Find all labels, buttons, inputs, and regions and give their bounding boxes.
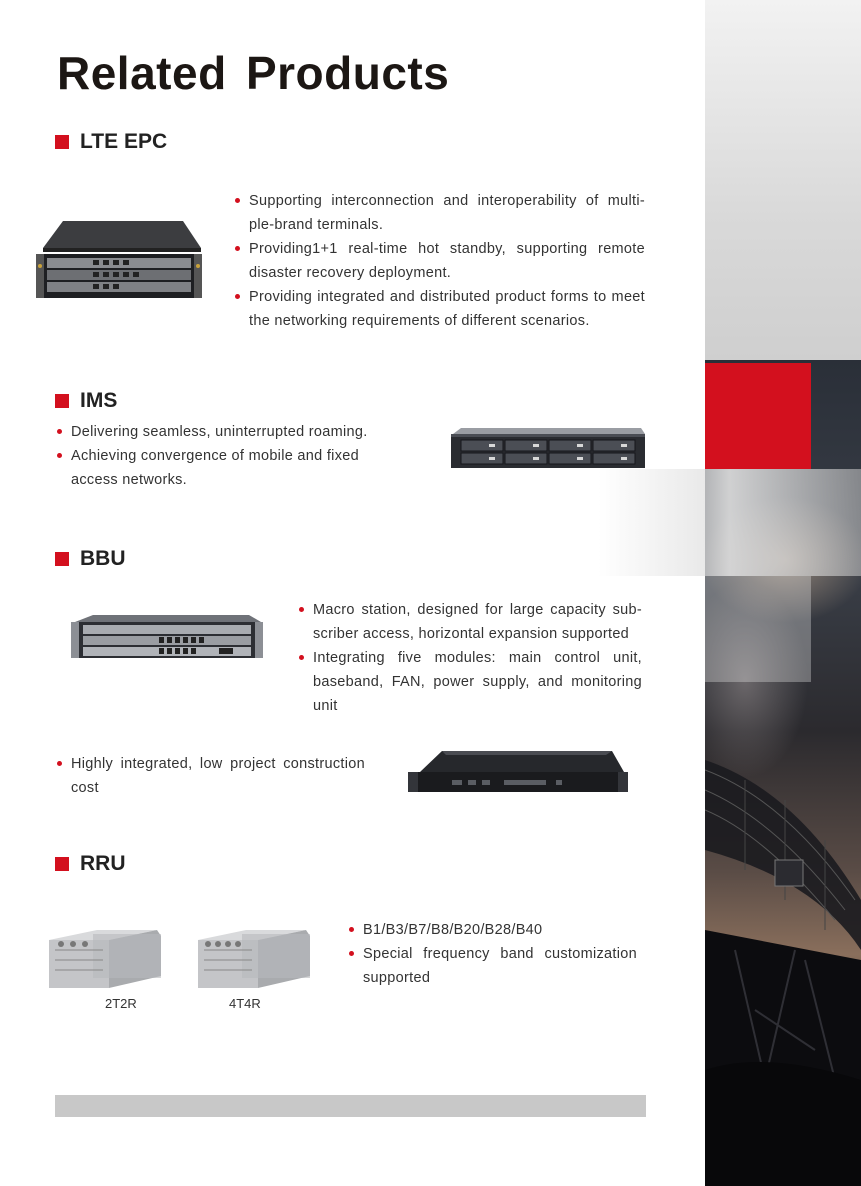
red-square-icon xyxy=(55,552,69,566)
section-title: BBU xyxy=(80,547,126,570)
rru-4t4r-image xyxy=(194,926,314,990)
list-item: Integrating five modules: main control unit, baseband, FAN, power supply, and monitoring unit xyxy=(299,646,642,718)
section-heading-ims xyxy=(55,389,117,413)
rru-feature-list xyxy=(349,918,637,990)
section-title: RRU xyxy=(80,852,126,875)
footer-bar xyxy=(55,1095,646,1117)
list-item: Macro station, designed for large capacity sub-scriber access, horizontal expansion supported xyxy=(299,598,642,646)
epc-chassis-image xyxy=(33,218,205,300)
bbu-extra-feature-list xyxy=(57,752,365,800)
satellite-dish-image xyxy=(705,750,861,1186)
grey-fade-band xyxy=(598,469,861,576)
rru-caption-2t2r: 2T2R xyxy=(105,996,137,1011)
list-item: Special frequency band customization supported xyxy=(349,942,637,990)
side-grey-panel xyxy=(705,0,861,360)
bbu-rack-unit-image xyxy=(406,750,629,794)
section-heading-lte-epc xyxy=(55,130,167,154)
ims-feature-list xyxy=(57,420,387,492)
page-title: Related Products xyxy=(57,47,450,99)
section-heading-bbu xyxy=(55,547,126,571)
lte-epc-feature-list xyxy=(235,189,645,333)
list-item: Highly integrated, low project construction cost xyxy=(57,752,365,800)
list-item: Providing1+1 real-time hot standby, supporting remote disaster recovery deployment. xyxy=(235,237,645,285)
bbu-chassis-image xyxy=(69,614,264,660)
list-item: Supporting interconnection and interoperability of multi-ple-brand terminals. xyxy=(235,189,645,237)
grey-accent-block xyxy=(705,576,811,682)
list-item: B1/B3/B7/B8/B20/B28/B40 xyxy=(349,918,637,942)
section-title: LTE EPC xyxy=(80,130,168,153)
red-square-icon xyxy=(55,857,69,871)
ims-server-image xyxy=(449,426,647,470)
red-square-icon xyxy=(55,394,69,408)
section-heading-rru xyxy=(55,852,126,876)
list-item: Achieving convergence of mobile and fixed access networks. xyxy=(57,444,387,492)
rru-caption-4t4r: 4T4R xyxy=(229,996,261,1011)
section-title: IMS xyxy=(80,389,118,412)
list-item: Delivering seamless, uninterrupted roaming. xyxy=(57,420,387,444)
red-square-icon xyxy=(55,135,69,149)
list-item: Providing integrated and distributed product forms to meet the networking requirements of different scenarios. xyxy=(235,285,645,333)
bbu-feature-list xyxy=(299,598,642,718)
red-accent-block xyxy=(705,363,811,469)
rru-2t2r-image xyxy=(45,926,165,990)
